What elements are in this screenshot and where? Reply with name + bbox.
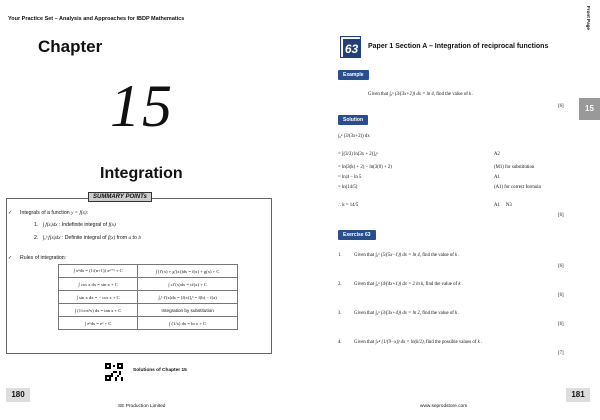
sub-2-num: 2.: [34, 235, 39, 241]
sub-2-expr: ∫ₐᵇ f(x)dx: [42, 235, 61, 241]
question-var: k .: [458, 282, 463, 287]
question-marks: [6]: [558, 293, 564, 298]
solution-line: = [(3/3) ln(3x + 2)]₀ᵏ: [338, 152, 379, 157]
left-page-number: 180: [6, 388, 30, 402]
sub-2-to: to: [132, 235, 137, 241]
summary-sub-1: [34, 222, 116, 228]
sub-2-from: from: [116, 235, 128, 241]
rule-cell: Integration by substitution: [138, 304, 238, 317]
rule-cell: ∫ [f′(x) + g′(x)]dx = f(x) + g(x) + C: [138, 265, 238, 278]
question-integral: ∫₀ᵏ (3/(3x+4)) dx = ln 2: [375, 311, 420, 316]
question-lead: Given that: [354, 282, 375, 287]
summary-point-1-text: Integrals of a function: [20, 210, 70, 216]
rule-cell: ∫ (1/x) dx = ln x + C: [138, 317, 238, 330]
question-integral: ∫₀ᵏ (4/(4x+1)) dx = 2 ln k: [375, 282, 424, 287]
check-icon: ✓: [8, 255, 13, 261]
question-marks: [7]: [558, 351, 564, 356]
solution-line: ∫₀ᵏ (3/(3x+2)) dx: [338, 134, 370, 139]
left-footer: SE Production Limited: [118, 404, 166, 409]
exercise-badge-number: 63: [344, 42, 359, 56]
question-integral: ∫ₖ⁸ (1/(9−x)) dx = ln(k/2): [375, 340, 424, 345]
solution-note: (A1) for correct formula: [494, 185, 541, 190]
example-integral: ∫₀ᵏ (3/(3x+2)) dx = ln 4: [389, 92, 434, 97]
rule-cell: ∫ cos x dx = sin x + C: [59, 278, 138, 291]
table-row: [59, 291, 238, 304]
question-tail: , find the value of: [423, 282, 458, 287]
solution-marks: [6]: [558, 213, 564, 218]
question-tail: , find the value of: [419, 253, 454, 258]
rule-cell: ∫ xⁿdx = (1/(n+1)) xⁿ⁺¹ + C: [59, 265, 138, 278]
section-title: Paper 1 Section A – Integration of reciprocal functions: [368, 43, 549, 50]
sub-2-a: a: [128, 235, 132, 241]
question-number: 4.: [338, 340, 342, 345]
question-lead: Given that: [354, 311, 375, 316]
example-question: [368, 92, 474, 97]
rule-cell: ∫ (1/cos²x) dx = tan x + C: [59, 304, 138, 317]
summary-tag: SUMMARY POINTs: [88, 192, 152, 202]
example-label: Example: [338, 70, 369, 80]
summary-point-2: Rules of integration:: [20, 255, 67, 261]
rule-cell: ∫ sin x dx = − cos x + C: [59, 291, 138, 304]
table-row: [59, 304, 238, 317]
summary-point-1: [20, 210, 88, 216]
book-title: Your Practice Set – Analysis and Approaches for IBDP Mathematics: [8, 16, 185, 22]
table-row: [59, 265, 238, 278]
solution-line: = ln(14/5): [338, 185, 358, 190]
exercise-badge: [340, 36, 361, 58]
sub-1-expr: ∫ f(x)dx: [42, 222, 58, 228]
solution-note: (M1) for substitution: [494, 165, 535, 170]
question-tail: , find the possible values of: [423, 340, 477, 345]
summary-point-1-fn: y = f(x):: [71, 210, 89, 216]
sub-1-num: 1.: [34, 222, 39, 228]
question-lead: Given that: [354, 340, 375, 345]
sub-1-text: : Indefinite integral of: [58, 222, 108, 228]
right-page-number: 181: [566, 388, 590, 402]
question-number: 2.: [338, 282, 342, 287]
table-row: [59, 317, 238, 330]
question-var: k .: [455, 253, 460, 258]
question-text: [354, 282, 463, 287]
question-text: [354, 311, 460, 316]
check-icon: ✓: [8, 210, 13, 216]
solution-label: Solution: [338, 115, 368, 125]
solution-note: A1 N3: [494, 203, 512, 208]
front-page-label: Front Page: [586, 6, 591, 30]
sub-2-b: b: [138, 235, 141, 241]
rules-table: [58, 264, 238, 330]
question-marks: [6]: [558, 264, 564, 269]
question-number: 3.: [338, 311, 342, 316]
question-number: 1.: [338, 253, 342, 258]
chapter-number: 15: [110, 73, 174, 139]
sub-2-text: : Definite integral of: [61, 235, 107, 241]
solution-line: = ln|4 − ln 5: [338, 175, 362, 180]
chapter-tab: 15: [579, 98, 600, 120]
question-var: k .: [455, 311, 460, 316]
rule-cell: ∫ eˣdx = eˣ + C: [59, 317, 138, 330]
solution-line: = ln(3(k) + 2) − ln(3(0) + 2): [338, 165, 392, 170]
example-text-1: Given that: [368, 92, 389, 97]
qr-code-icon[interactable]: [105, 363, 123, 381]
chapter-heading: Chapter: [38, 37, 103, 56]
question-text: [354, 340, 482, 345]
question-text: [354, 253, 460, 258]
question-var: k .: [477, 340, 483, 345]
rule-cell: ∫ₐᵇ f′(x)dx = [f(x)]ₐᵇ = f(b) − f(a): [138, 291, 238, 304]
table-row: [59, 278, 238, 291]
question-marks: [6]: [558, 322, 564, 327]
chapter-title: Integration: [100, 165, 183, 182]
solution-note: A2: [494, 152, 500, 157]
exercise-label: Exercise 63: [338, 230, 376, 240]
question-tail: , find the value of: [419, 311, 454, 316]
qr-label: Solutions of Chapter 15: [133, 368, 187, 373]
example-text-2: , find the value of: [433, 92, 468, 97]
rule-cell: ∫ cf′(x)dx = cf(x) + C: [138, 278, 238, 291]
sub-2-fx: f(x): [108, 235, 116, 241]
solution-line: ∴ k = 14/5: [338, 203, 359, 208]
right-footer: www.seprodstore.com: [420, 404, 468, 409]
example-marks: [6]: [558, 104, 564, 109]
summary-sub-2: [34, 235, 141, 241]
question-lead: Given that: [354, 253, 375, 258]
question-integral: ∫₀ᵏ (5/(5x−1)) dx = ln 4: [375, 253, 420, 258]
solution-note: A1: [494, 175, 500, 180]
sub-1-fx: f(x): [108, 222, 116, 228]
example-k: k .: [469, 92, 474, 97]
